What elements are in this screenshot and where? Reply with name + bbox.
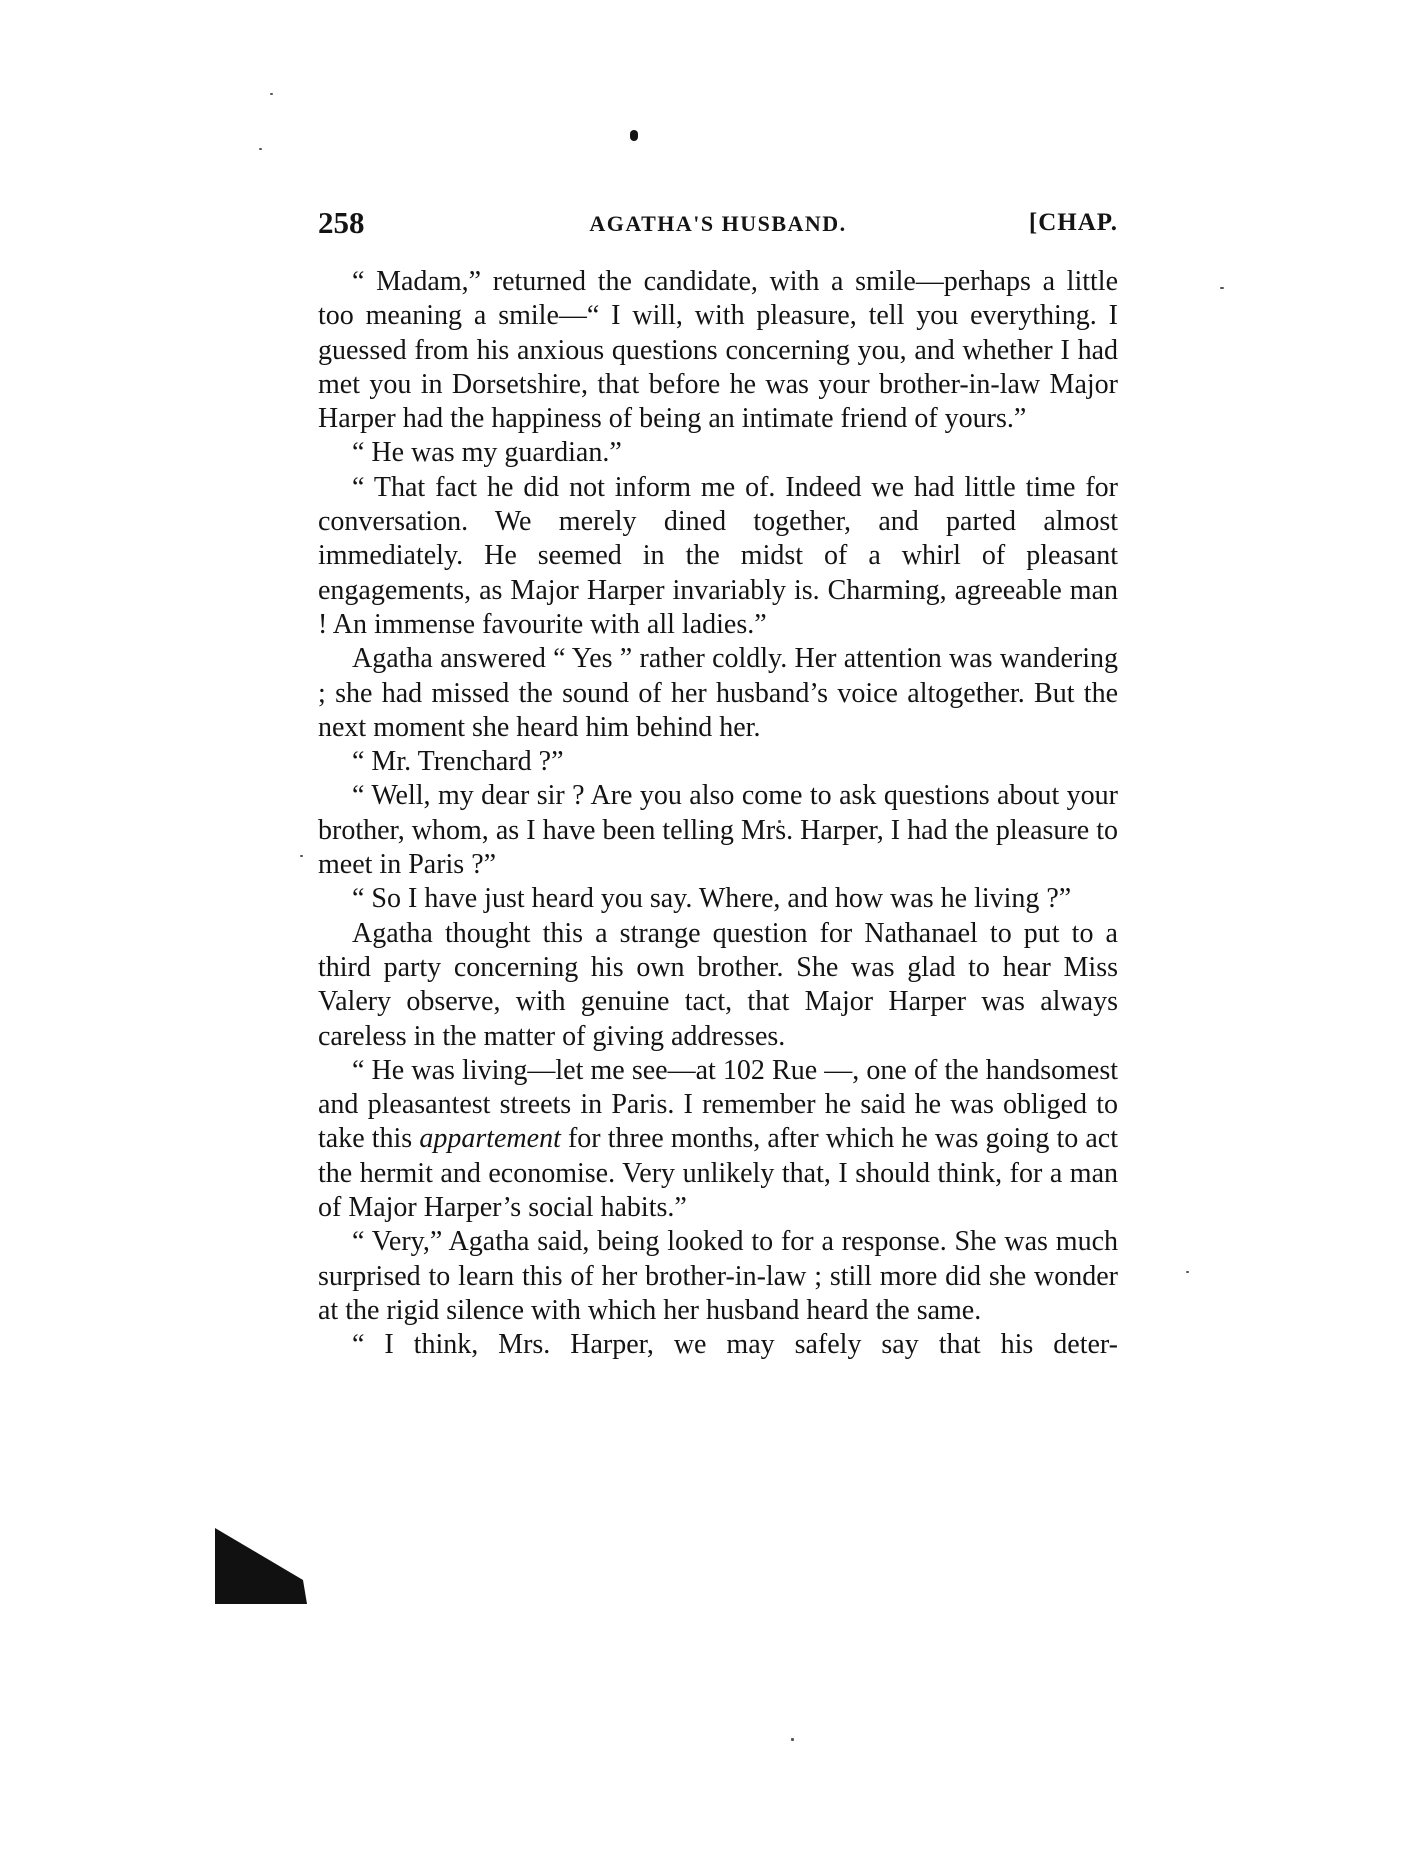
chapter-label: [CHAP. <box>1028 209 1118 236</box>
paragraph: “ Madam,” returned the candidate, with a smile—perhaps a little too meaning a smile—“ I will, with pleasure, tell you everything. I guessed from his anxious questions concerning you, and whether I had met you in Dorsetshire, that before he was your brother-in-law Major Harper had the happiness of being an intimate friend of yours.” <box>318 266 1118 435</box>
paragraph: Agatha answered “ Yes ” rather coldly. Her attention was wandering ; she had missed the sound of her husband’s voice altogether. But the next moment she heard him behind her. <box>318 643 1118 743</box>
paragraph-text: “ He was living—let me see—at 102 Rue —, one of the handsomest and pleasantest streets in Paris. I remember he said he was obliged to take this <box>318 1054 1118 1155</box>
paragraph-text: for three months, after which he was going to act the hermit and economise. Very unlikely that, I should think, for a man of Major Harper’s social habits.” <box>318 1123 1118 1224</box>
speck <box>300 855 303 857</box>
paragraph: “ Very,” Agatha said, being looked to for a response. She was much surprised to learn this of her brother-in-law ; still more did she wonder at the rigid silence with which her husband heard the same. <box>318 1226 1118 1326</box>
paragraph: “ That fact he did not inform me of. Indeed we had little time for conversation. We merely dined together, and parted almost immediately. He seemed in the midst of a whirl of pleasant engagements, as Major Harper invariably is. Charming, agreeable man ! An immense favourite with all ladies.” <box>318 471 1118 640</box>
paragraph: Agatha thought this a strange question for Nathanael to put to a third party concerning his own brother. She was glad to hear Miss Valery observe, with genuine tact, that Major Harper was always careless in the matter of giving addresses. <box>318 917 1118 1052</box>
speck <box>1186 1271 1189 1273</box>
speck <box>259 148 262 150</box>
scan-artifact-wedge <box>215 1528 307 1604</box>
body-text <box>318 265 1118 1363</box>
page-number: 258 <box>318 205 365 240</box>
speck <box>1220 287 1224 289</box>
paragraph: “ Mr. Trenchard ?” <box>352 746 564 778</box>
paragraph: “ I think, Mrs. Harper, we may safely say that his deter- <box>352 1329 1118 1361</box>
italic-term: appartement <box>419 1123 561 1155</box>
ink-dot <box>630 130 638 141</box>
paragraph: “ He was my guardian.” <box>352 437 622 469</box>
running-title: AGATHA'S HUSBAND. <box>589 211 847 236</box>
paragraph <box>318 1054 1118 1225</box>
paragraph: “ So I have just heard you say. Where, and how was he living ?” <box>352 883 1072 915</box>
page-header <box>318 205 1118 245</box>
speck <box>791 1738 794 1741</box>
speck <box>270 93 273 95</box>
paragraph: “ Well, my dear sir ? Are you also come to ask questions about your brother, whom, as I have been telling Mrs. Harper, I had the pleasure to meet in Paris ?” <box>318 780 1118 881</box>
